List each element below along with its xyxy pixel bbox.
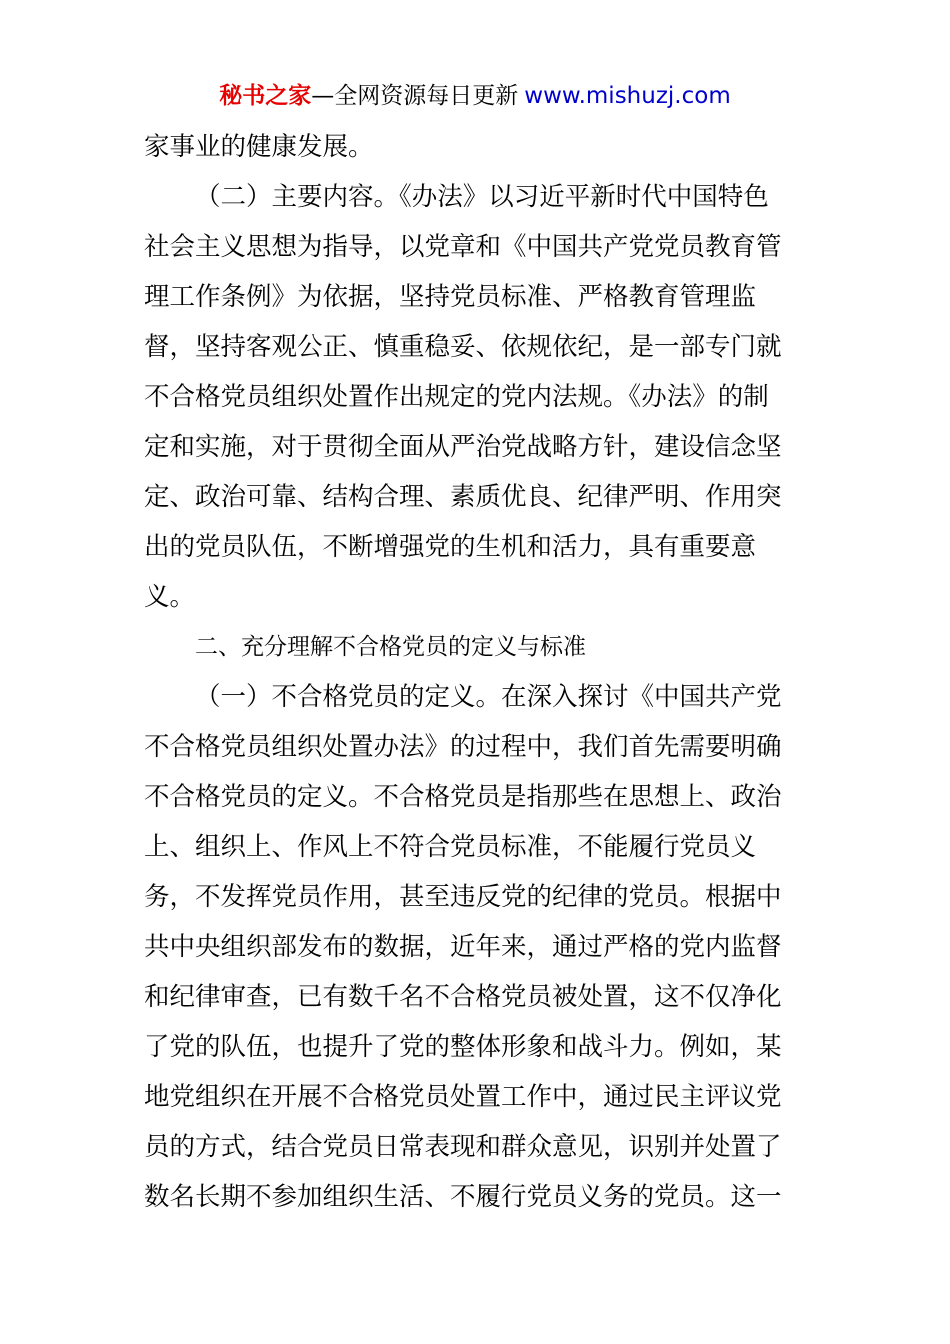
site-tagline: —全网资源每日更新 [311, 83, 519, 109]
text-line: 务，不发挥党员作用，甚至违反党的纪律的党员。根据中 [144, 882, 782, 912]
paragraph-start: （一）不合格党员的定义。在深入探讨《中国共产党 [195, 682, 782, 712]
text-line: 和纪律审查，已有数千名不合格党员被处置，这不仅净化 [144, 982, 782, 1012]
text-line: 上、组织上、作风上不符合党员标准，不能履行党员义 [144, 832, 757, 862]
text-line: 社会主义思想为指导，以党章和《中国共产党党员教育管 [144, 232, 782, 262]
text-line: 不合格党员的定义。不合格党员是指那些在思想上、政治 [144, 782, 782, 812]
text-line: 出的党员队伍，不断增强党的生机和活力，具有重要意 [144, 532, 757, 562]
text-line: 地党组织在开展不合格党员处置工作中，通过民主评议党 [144, 1082, 782, 1112]
paragraph-start: （二）主要内容。《办法》以习近平新时代中国特色 [195, 182, 769, 212]
site-brand: 秘书之家 [219, 83, 312, 109]
document-body [144, 122, 806, 1222]
text-line: 共中央组织部发布的数据，近年来，通过严格的党内监督 [144, 932, 782, 962]
text-line: 理工作条例》为依据，坚持党员标准、严格教育管理监 [144, 282, 757, 312]
site-header [0, 80, 950, 112]
text-line: 员的方式，结合党员日常表现和群众意见，识别并处置了 [144, 1132, 782, 1162]
text-line: 家事业的健康发展。 [144, 132, 374, 162]
site-url-link[interactable]: www.mishuzj.com [524, 83, 731, 109]
text-line: 不合格党员组织处置作出规定的党内法规。《办法》的制 [144, 382, 769, 412]
section-heading: 二、充分理解不合格党员的定义与标准 [195, 634, 586, 660]
text-line: 定和实施，对于贯彻全面从严治党战略方针，建设信念坚 [144, 432, 782, 462]
text-line: 定、政治可靠、结构合理、素质优良、纪律严明、作用突 [144, 482, 782, 512]
text-line: 了党的队伍，也提升了党的整体形象和战斗力。例如，某 [144, 1032, 782, 1062]
text-line: 义。 [144, 582, 196, 612]
text-line: 不合格党员组织处置办法》的过程中，我们首先需要明确 [144, 732, 782, 762]
text-line: 督，坚持客观公正、慎重稳妥、依规依纪，是一部专门就 [144, 332, 782, 362]
text-line: 数名长期不参加组织生活、不履行党员义务的党员。这一 [144, 1182, 782, 1212]
